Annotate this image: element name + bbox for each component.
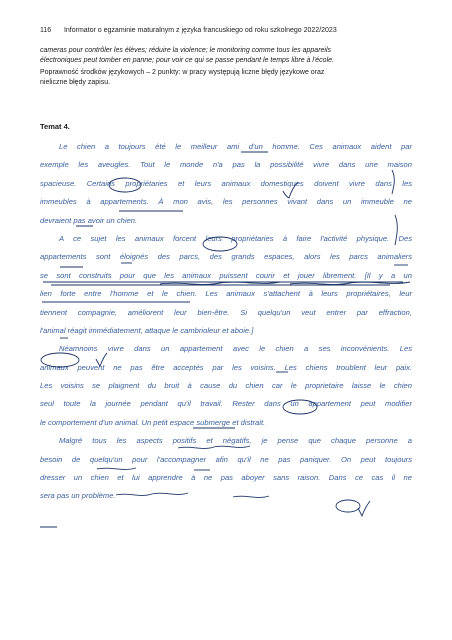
essay-line: Les voisins se plaignent du bruit à cause du chien car le proprietaire laisse le chien <box>40 381 412 391</box>
handwritten-essay <box>40 138 412 506</box>
header-title: Informator o egzaminie maturalnym z języka francuskiego od roku szkolnego 2022/2023 <box>63 27 337 34</box>
page-header <box>40 27 337 34</box>
essay-line: devraient pas avoir un chien. <box>40 215 138 225</box>
intro-text <box>40 46 412 66</box>
essay-line: spacieuse. Certains propriétaries et leurs animaux domestiques doivent vivre dans les <box>40 178 412 188</box>
essay-line: A ce sujet les animaux forcent leurs propriétaries à faire l'activité physique. Des <box>59 233 412 243</box>
essay-line: besoin de quelqu'un pour l'accompagner afin qu'il ne pas paniquer. On peut toujours <box>40 454 412 464</box>
score-note <box>40 68 412 88</box>
essay-line: Le chien a toujours été le meilleur ami d'un homme. Ces animaux aident par <box>59 142 412 151</box>
essay-line: l'animal réagit immédiatement, attaque le cambrioleur et aboie.] <box>40 325 254 335</box>
essay-line: se sont construits pour que les animaux puissent courir et jouer librement. [Il y a un <box>40 270 412 280</box>
essay-line: dresser un chien et lui apprendre à ne pas aboyer sans raison. Dans ce cas il ne <box>40 473 412 483</box>
essay-line: tiennent compagnie, améliorent leur bien-être. Si quelqu'un veut entrer par effraction, <box>40 307 412 317</box>
essay-line: seul toute la journée pendant qu'il travail. Rester dans un appartement peut modifier <box>40 399 412 409</box>
essay-line: exemple les aveugles. Tout le monde n'a pas la possibilité vivre dans une maison <box>40 160 412 170</box>
intro-line: électroniques peut tomber en panne; pour voir ce qui se passe pendant le temps libre à l'école. <box>40 57 334 65</box>
essay-line: immeubles à appartements. À mon avis, les personnes vivant dans un immeuble ne <box>40 197 412 207</box>
essay-line: appartements sont éloignés des parcs, des grands espaces, alors les parcs animaliers <box>40 252 412 262</box>
task-title: Temat 4. <box>40 122 70 131</box>
essay-line: le comportement d'un animal. Un petit espace submerge et distrait. <box>40 417 266 427</box>
score-line: nieliczne błędy zapisu. <box>40 79 111 86</box>
essay-line: animaux peuvent ne pas être acceptés par les voisins. Les chiens troublent leur paix. <box>40 362 412 372</box>
page-number: 116 <box>40 27 52 34</box>
essay-line: Malgré tous les aspects positifs et négatifs, je pense que chaque personne a <box>59 436 412 446</box>
score-line: Poprawność środków językowych – 2 punkty: w pracy występują liczne błędy językowe oraz <box>40 69 325 76</box>
essay-line: Néamnoins vivre dans un appartement avec le chien a ses inconvénients. Les <box>59 344 412 354</box>
intro-line: cameras pour contrôler les élèves; réduire la violence; le monitoring comme tous les appareils <box>40 47 332 54</box>
essay-line: lien forte entre l'homme et le chien. Les animaux s'attachent à leurs propriétaires, leur <box>40 289 412 299</box>
essay-line: sera pas un problème. <box>40 491 116 501</box>
